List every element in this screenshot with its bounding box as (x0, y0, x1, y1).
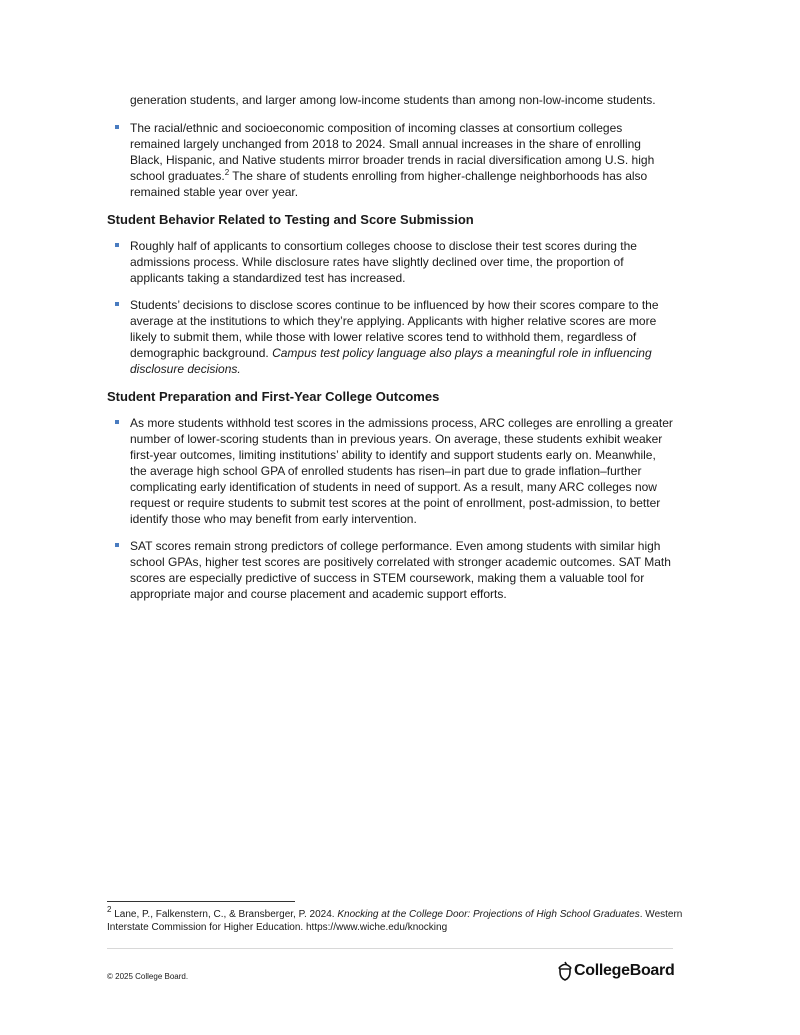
main-content (107, 92, 673, 602)
bullet-marker (115, 302, 119, 306)
footnote-number: 2 (107, 905, 112, 914)
college-board-logo (557, 960, 674, 982)
list-item (107, 120, 673, 200)
copyright-text: © 2025 College Board. (107, 972, 189, 981)
logo-wordmark: CollegeBoard (574, 962, 675, 979)
bullet-text: The racial/ethnic and socioeconomic composition of incoming classes at consortium colleges remained largely unchanged from 2018 to 2024. Small annual increases in the share of enrolling Black, Hispanic, and Native students mirror broader trends in racial diversification among U.S. high school graduates. (130, 121, 655, 183)
section-heading-outcomes: Student Preparation and First-Year College Outcomes (107, 389, 440, 404)
bullet-text: Students’ decisions to disclose scores continue to be influenced by how their scores compare to the average at the institutions to which they’re applying. Applicants with higher relative scores are more likely to submit them, while those with lower relative scores tend to withhold them, regardless of demographic background. (130, 298, 659, 360)
list-item (107, 238, 673, 286)
bullet-marker (115, 420, 119, 424)
list-item (107, 297, 673, 377)
intro-bullet-list (107, 120, 673, 200)
bullet-text: As more students withhold test scores in the admissions process, ARC colleges are enrolling a greater number of lower-scoring students than in previous years. On average, these students exhibit weaker first-year outcomes, limiting institutions’ ability to identify and support students early on. Meanwhile, the average high school GPA of enrolled students has risen–in part due to grade inflation–further complicating early identification of students in need of support. As a result, many ARC colleges now request or require students to submit test scores at the point of enrollment, post-admission, to better identify those who may benefit from early intervention. (130, 416, 673, 526)
footnote-reference: 2 (224, 168, 230, 177)
bullet-marker (115, 125, 119, 129)
footnote-text: Lane, P., Falkenstern, C., & Bransberger, P. 2024. (111, 909, 338, 920)
section-heading-testing: Student Behavior Related to Testing and Score Submission (107, 212, 474, 227)
bullet-text: SAT scores remain strong predictors of college performance. Even among students with similar high school GPAs, higher test scores are positively correlated with stronger academic outcomes. SAT Math scores are especially predictive of success in STEM coursework, making them a valuable tool for appropriate major and course placement and academic support efforts. (130, 539, 671, 601)
bullet-marker (115, 243, 119, 247)
testing-bullet-list (107, 238, 673, 377)
footnote-tail: . Western Interstate Commission for Higher Education. https://www.wiche.edu/knocking (107, 909, 683, 933)
continuation-paragraph: generation students, and larger among low-income students than among non-low-income students. (130, 93, 656, 107)
outcomes-bullet-list (107, 415, 673, 602)
list-item (107, 415, 673, 527)
footer-divider (107, 948, 673, 949)
acorn-icon (557, 961, 573, 981)
bullet-text-italic: Campus test policy language also plays a meaningful role in influencing disclosure decisions. (130, 346, 652, 376)
footnote-title: Knocking at the College Door: Projections of High School Graduates (337, 909, 640, 920)
bullet-marker (115, 543, 119, 547)
bullet-text-tail: The share of students enrolling from higher-challenge neighborhoods has also remained stable year over year. (130, 169, 648, 199)
footnote (107, 905, 687, 934)
bullet-text: Roughly half of applicants to consortium colleges choose to disclose their test scores during the admissions process. While disclosure rates have slightly declined over time, the proportion of applicants taking a standardized test has increased. (130, 239, 637, 285)
footnote-divider (107, 901, 295, 902)
list-item (107, 538, 673, 602)
